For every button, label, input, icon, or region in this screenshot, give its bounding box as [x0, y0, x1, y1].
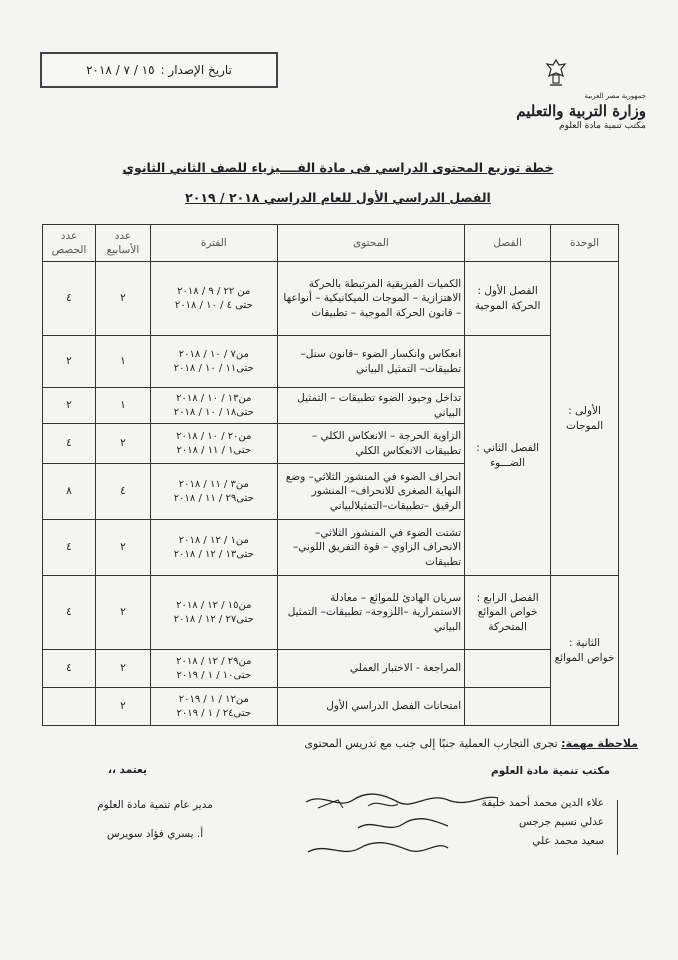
content-cell: الزاوية الحرجة – الانعكاس الكلي – تطبيقات الانعكاس الكلي — [277, 424, 465, 464]
chapter-cell — [465, 688, 551, 726]
important-note — [304, 737, 638, 750]
term-title: الفصل الدراسي الأول للعام الدراسي ٢٠١٨ / ٢٠١٩ — [185, 190, 491, 205]
period-to: حتى١٠ / ١ / ٢٠١٩ — [176, 669, 252, 681]
weeks-cell: ٢ — [96, 650, 151, 688]
period-to: حتى٢٧ / ١٢ / ٢٠١٨ — [173, 613, 254, 625]
unit-cell: الثانية : خواص الموائع — [551, 576, 619, 726]
list-bracket — [611, 800, 618, 855]
period-to: حتى١١ / ١٠ / ٢٠١٨ — [173, 362, 254, 374]
table-row — [43, 650, 619, 688]
list-item: علاء الدين محمد أحمد خليفة — [481, 797, 604, 809]
weeks-cell: ٢ — [96, 424, 151, 464]
header-unit: الوحدة — [551, 225, 619, 262]
header-content: المحتوى — [277, 225, 465, 262]
content-cell: المراجعة - الاختبار العملي — [277, 650, 465, 688]
note-label: ملاحظة مهمة: — [561, 737, 638, 750]
chapter-cell — [465, 650, 551, 688]
country-name: جمهورية مصر العربية — [584, 92, 646, 100]
issue-date-box — [40, 52, 278, 88]
header-period: الفترة — [150, 225, 277, 262]
weeks-cell: ٢ — [96, 576, 151, 650]
period-from: من٢٠ / ١٠ / ٢٠١٨ — [176, 431, 252, 442]
period-to: حتى ٤ / ١٠ / ٢٠١٨ — [174, 299, 253, 311]
weeks-cell: ١ — [96, 336, 151, 388]
content-cell: انعكاس وانكسار الضوء –قانون سنل– تطبيقات– التمثيل البياني — [277, 336, 465, 388]
table-row — [43, 576, 619, 650]
weeks-cell: ٢ — [96, 262, 151, 336]
classes-cell: ٢ — [43, 336, 96, 388]
period-to: حتى١٨ / ١٠ / ٢٠١٨ — [173, 406, 254, 418]
period-cell — [150, 424, 277, 464]
classes-cell: ٨ — [43, 464, 96, 520]
list-item: سعيد محمد علي — [532, 835, 604, 847]
office-label: مكتب تنمية مادة العلوم — [491, 765, 610, 777]
header-chapter: الفصل — [465, 225, 551, 262]
period-to: حتى١ / ١١ / ٢٠١٨ — [176, 444, 252, 456]
period-from: من١٢ / ١ / ٢٠١٩ — [178, 694, 249, 705]
chapter-cell: الفصل الثاني : الضـــوء — [465, 336, 551, 576]
content-cell: تداخل وحيود الضوء تطبيقات – التمثيل البياني — [277, 388, 465, 424]
period-cell — [150, 650, 277, 688]
period-cell — [150, 388, 277, 424]
table-row — [43, 262, 619, 336]
note-text: تجرى التجارب العملية جنبًا إلى جنب مع تدريس المحتوى — [304, 737, 558, 750]
content-cell: الكميات الفيزيقية المرتبطة بالحركة الاهتزازية – الموجات الميكانيكية – أنواعها – قانون الحركة الموجية – تطبيقات — [277, 262, 465, 336]
director-title: مدير عام تنمية مادة العلوم — [97, 799, 213, 811]
weeks-cell: ٢ — [96, 520, 151, 576]
period-from: من١ / ١٢ / ٢٠١٨ — [178, 535, 249, 546]
table-row — [43, 336, 619, 388]
classes-cell: ٤ — [43, 520, 96, 576]
issue-date-value: ١٥ / ٧ / ٢٠١٨ — [86, 63, 155, 77]
eagle-emblem-icon — [544, 58, 568, 88]
classes-cell: ٤ — [43, 262, 96, 336]
classes-cell — [43, 688, 96, 726]
director-name: أ. يسري فؤاد سويرس — [106, 828, 204, 840]
document-title: خطة توزيع المحتوى الدراسي فى مادة الفــــيزياء للصف الثاني الثانوي — [122, 160, 554, 175]
classes-cell: ٤ — [43, 424, 96, 464]
content-cell: امتحانات الفصل الدراسي الأول — [277, 688, 465, 726]
header-weeks: عدد الأسابيع — [96, 225, 151, 262]
table-row — [43, 688, 619, 726]
issue-date-label: تاريخ الإصدار : — [160, 63, 232, 77]
table-header-row — [43, 225, 619, 262]
weeks-cell: ٤ — [96, 464, 151, 520]
period-from: من ٢٢ / ٩ / ٢٠١٨ — [177, 286, 251, 297]
chapter-cell: الفصل الرابع : خواص الموائع المتحركة — [465, 576, 551, 650]
content-cell: انحراف الضوء في المنشور الثلاثي– وضع النهاية الصغرى للانحراف– المنشور الرقيق –تطبيقات–التمثيلالبياني — [277, 464, 465, 520]
period-to: حتى٢٤ / ١ / ٢٠١٩ — [176, 707, 252, 719]
period-cell — [150, 688, 277, 726]
weeks-cell: ٢ — [96, 688, 151, 726]
ministry-name: وزارة التربية والتعليم — [516, 102, 646, 120]
period-from: من١٣ / ١٠ / ٢٠١٨ — [176, 393, 252, 404]
classes-cell: ٤ — [43, 576, 96, 650]
period-cell — [150, 520, 277, 576]
period-from: من٣ / ١١ / ٢٠١٨ — [178, 479, 249, 490]
period-from: من٢٩ / ١٢ / ٢٠١٨ — [176, 656, 252, 667]
handwritten-signatures — [298, 790, 508, 865]
period-cell — [150, 464, 277, 520]
period-cell — [150, 262, 277, 336]
weeks-cell: ١ — [96, 388, 151, 424]
office-name: مكتب تنمية مادة العلوم — [559, 121, 646, 131]
content-cell: تشتت الضوء في المنشور الثلاثي– الانحراف الزاوي – قوة التفريق اللوني– تطبيقات — [277, 520, 465, 576]
unit-cell: الأولى : الموجات — [551, 262, 619, 576]
header-classes: عدد الحصص — [43, 225, 96, 262]
period-from: من٧ / ١٠ / ٢٠١٨ — [178, 349, 249, 360]
period-cell — [150, 576, 277, 650]
ministry-header — [516, 92, 646, 131]
classes-cell: ٤ — [43, 650, 96, 688]
plan-table — [42, 224, 619, 726]
chapter-cell: الفصل الأول : الحركة الموجية — [465, 262, 551, 336]
period-to: حتى١٣ / ١٢ / ٢٠١٨ — [173, 548, 254, 560]
approve-label: يعتمد ،، — [108, 764, 147, 776]
list-item: عدلي نسيم جرجس — [518, 816, 604, 828]
content-cell: سريان الهادئ للموائع – معادلة الاستمرارية –اللزوجة– تطبيقات– التمثيل البياني — [277, 576, 465, 650]
period-from: من١٥ / ١٢ / ٢٠١٨ — [176, 600, 252, 611]
period-to: حتى٢٩ / ١١ / ٢٠١٨ — [173, 492, 254, 504]
classes-cell: ٢ — [43, 388, 96, 424]
period-cell — [150, 336, 277, 388]
